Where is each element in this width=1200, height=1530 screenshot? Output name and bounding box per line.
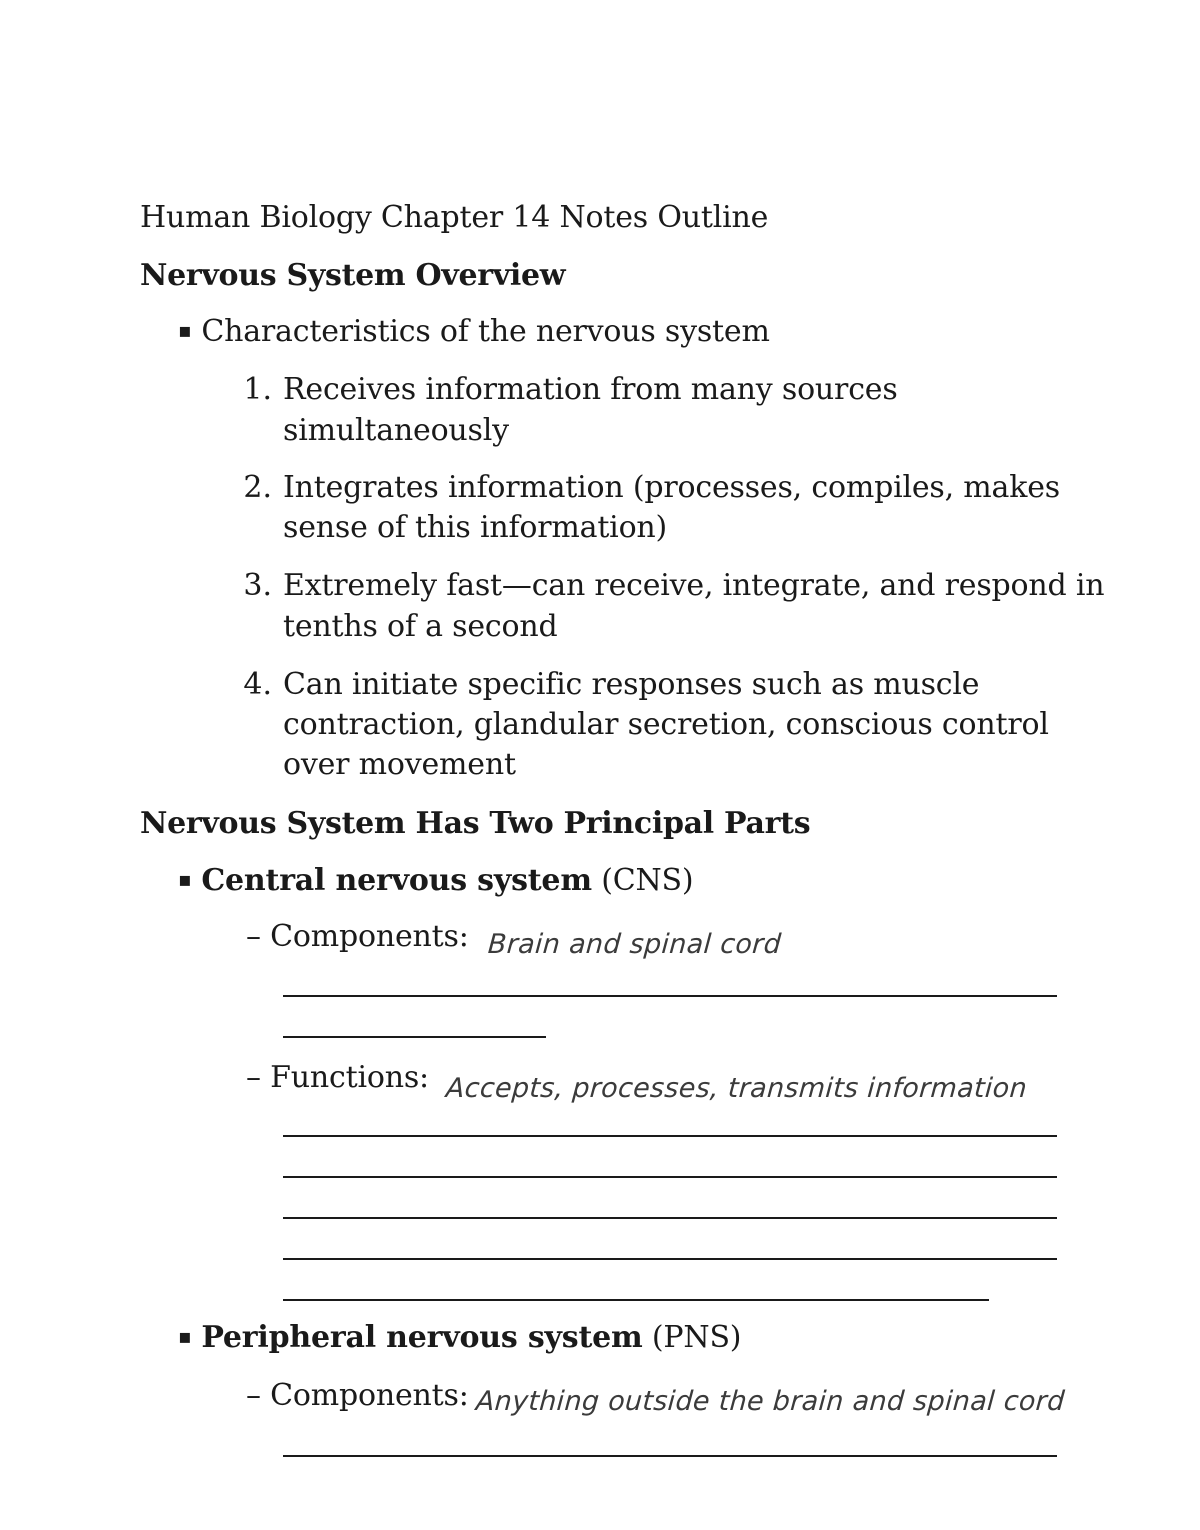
square-bullet-icon: ▪ <box>178 867 192 891</box>
document-title: Human Biology Chapter 14 Notes Outline <box>140 200 769 235</box>
list-item-line: simultaneously <box>283 413 509 448</box>
square-bullet-icon: ▪ <box>178 318 192 342</box>
abbreviation: (PNS) <box>642 1320 742 1355</box>
components-label: – Components: <box>246 919 469 954</box>
list-item-line: over movement <box>283 747 516 782</box>
answer-blank-line <box>283 1258 1057 1260</box>
bold-term: Peripheral nervous system <box>201 1320 643 1355</box>
abbreviation: (CNS) <box>591 863 694 898</box>
functions-label: – Functions: <box>246 1060 429 1095</box>
answer-blank-line <box>283 1135 1057 1137</box>
list-item-line: Extremely fast—can receive, integrate, and respond in <box>283 568 1105 603</box>
bullet-characteristics <box>178 314 770 349</box>
bullet-text: Characteristics of the nervous system <box>201 314 770 349</box>
list-item-line: Integrates information (processes, compiles, makes <box>283 470 1060 505</box>
answer-blank-line <box>283 1217 1057 1219</box>
answer-blank-line <box>283 1036 546 1038</box>
answer-blank-line <box>283 1455 1057 1457</box>
list-item-line: Can initiate specific responses such as muscle <box>283 667 980 702</box>
list-item-number: 2. <box>243 470 272 505</box>
section-heading-overview: Nervous System Overview <box>140 258 566 293</box>
answer-blank-line <box>283 995 1057 997</box>
list-item-number: 1. <box>243 372 272 407</box>
answer-blank-line <box>283 1176 1057 1178</box>
bold-term: Central nervous system <box>201 863 592 898</box>
handwritten-answer: Anything outside the brain and spinal cord <box>474 1386 1066 1417</box>
handwritten-answer: Brain and spinal cord <box>486 929 783 960</box>
answer-blank-line <box>283 1299 989 1301</box>
square-bullet-icon: ▪ <box>178 1324 192 1348</box>
section-heading-principal-parts: Nervous System Has Two Principal Parts <box>140 806 811 841</box>
list-item-line: tenths of a second <box>283 609 558 644</box>
bullet-pns <box>178 1320 741 1355</box>
list-item-line: Receives information from many sources <box>283 372 898 407</box>
list-item-number: 3. <box>243 568 272 603</box>
components-label: – Components: <box>246 1378 469 1413</box>
list-item-line: sense of this information) <box>283 510 668 545</box>
bullet-cns <box>178 863 693 898</box>
handwritten-answer: Accepts, processes, transmits information <box>444 1073 1029 1104</box>
list-item-number: 4. <box>243 667 272 702</box>
list-item-line: contraction, glandular secretion, conscious control <box>283 707 1049 742</box>
